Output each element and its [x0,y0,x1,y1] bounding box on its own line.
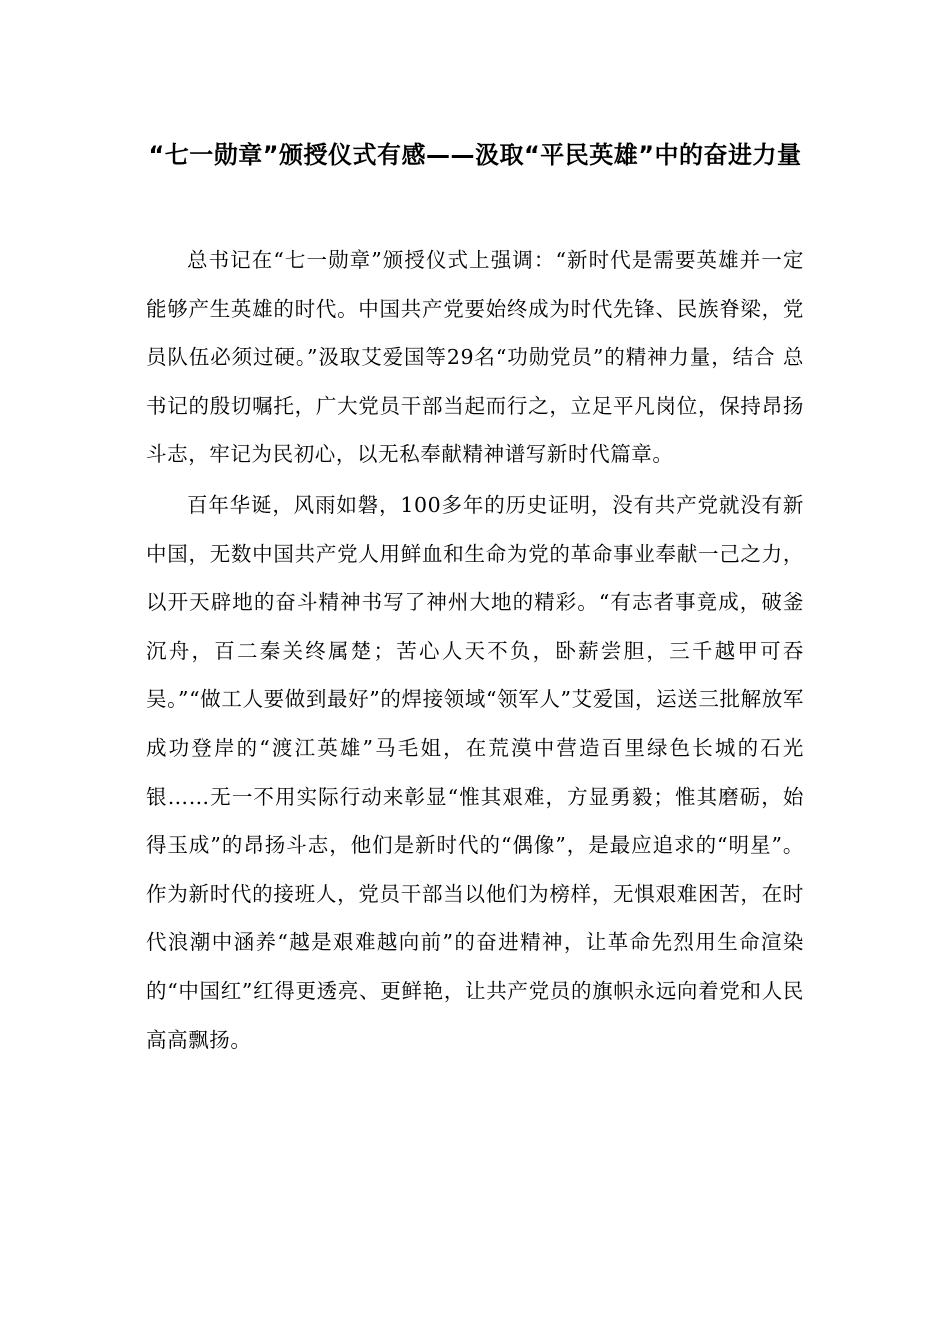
paragraph-2: 百年华诞，风雨如磐，100多年的历史证明，没有共产党就没有新中国，无数中国共产党人用鲜血和生命为党的革命事业奉献一己之力，以开天辟地的奋斗精神书写了神州大地的精彩。“有志者事竟成，破釜沉舟，百二秦关终属楚；苦心人天不负，卧薪尝胆，三千越甲可吞吴。”“做工人要做到最好”的焊接领域“领军人”艾爱国，运送三批解放军成功登岸的“渡江英雄”马毛姐，在荒漠中营造百里绿色长城的石光银……无一不用实际行动来彰显“惟其艰难，方显勇毅；惟其磨砺，始得玉成”的昂扬斗志，他们是新时代的“偶像”，是最应追求的“明星”。作为新时代的接班人，党员干部当以他们为榜样，无惧艰难困苦，在时代浪潮中涵养“越是艰难越向前”的奋进精神，让革命先烈用生命渲染的“中国红”红得更透亮、更鲜艳，让共产党员的旗帜永远向着党和人民高高飘扬。 [146,492,804,1052]
document-body [146,236,804,1066]
document-title: “七一勋章”颁授仪式有感——汲取“平民英雄”中的奋进力量 [148,141,802,169]
paragraph-1: 总书记在“七一勋章”颁授仪式上强调：“新时代是需要英雄并一定能够产生英雄的时代。中国共产党要始终成为时代先锋、民族脊梁，党员队伍必须过硬。”汲取艾爱国等29名“功勋党员”的精神力量，结合 总书记的殷切嘱托，广大党员干部当起而行之，立足平凡岗位，保持昂扬斗志，牢记为民初心，以无私奉献精神谱写新时代篇章。 [146,248,804,467]
